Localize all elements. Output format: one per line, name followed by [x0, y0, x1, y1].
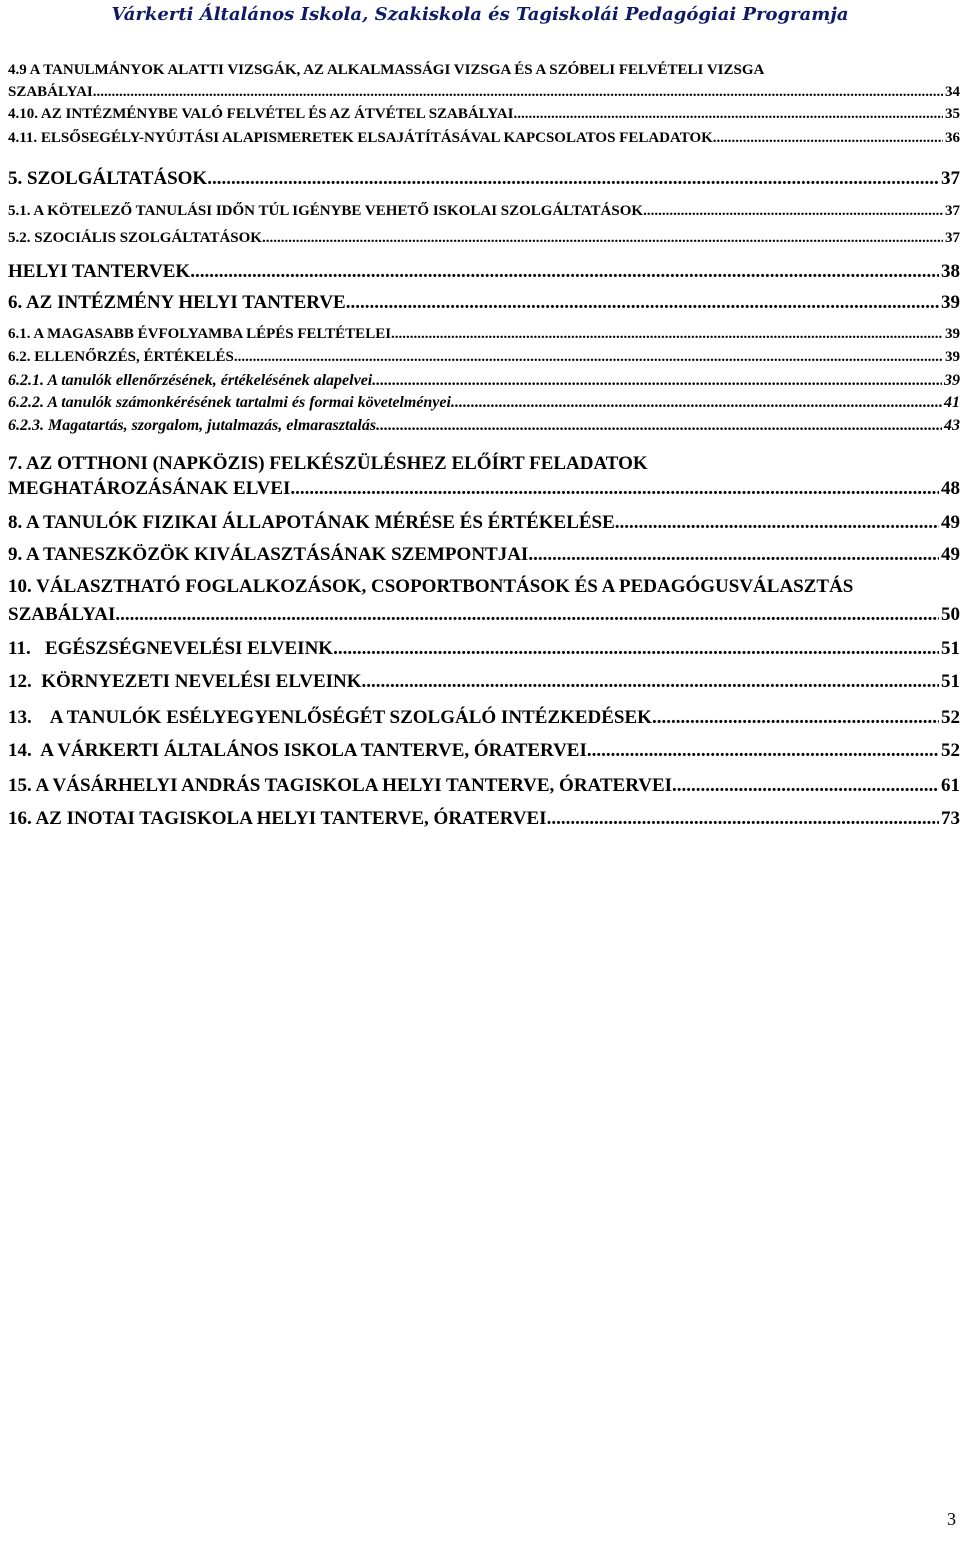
toc-page-number: 51 [941, 671, 960, 692]
toc-entry-label: 13. A TANULÓK ESÉLYEGYENLŐSÉGÉT SZOLGÁLÓ INTÉZKEDÉSEK [8, 707, 652, 728]
toc-page-number: 38 [941, 261, 960, 282]
toc-page-number: 39 [945, 349, 960, 365]
toc-entry[interactable] [8, 638, 960, 671]
toc-page-number: 51 [941, 638, 960, 659]
table-of-contents [8, 62, 960, 841]
toc-page-number: 39 [945, 326, 960, 342]
toc-entry-label: 6.2. ELLENŐRZÉS, ÉRTÉKELÉS [8, 349, 234, 365]
toc-entry-label: 4.10. AZ INTÉZMÉNYBE VALÓ FELVÉTEL ÉS AZ ÁTVÉTEL SZABÁLYAI [8, 106, 514, 122]
toc-page-number: 36 [945, 130, 960, 146]
toc-entry[interactable] [8, 106, 960, 130]
toc-leader-dots [376, 417, 942, 435]
toc-entry-label-line1: 10. VÁLASZTHATÓ FOGLALKOZÁSOK, CSOPORTBONTÁSOK ÉS A PEDAGÓGUSVÁLASZTÁS [8, 576, 854, 597]
toc-entry[interactable] [8, 372, 960, 394]
toc-entry[interactable] [8, 203, 960, 230]
toc-page-number: 39 [944, 372, 960, 389]
toc-leader-dots [713, 130, 943, 147]
toc-entry-label: HELYI TANTERVEK [8, 261, 191, 282]
toc-entry[interactable] [8, 417, 960, 453]
toc-entry[interactable] [8, 740, 960, 775]
toc-page-number: 48 [941, 478, 960, 499]
toc-leader-dots [290, 478, 939, 500]
toc-page-number: 49 [941, 512, 960, 533]
toc-entry[interactable] [8, 349, 960, 372]
toc-entry-label: MEGHATÁROZÁSÁNAK ELVEI [8, 478, 291, 499]
toc-entry-label: 5.2. SZOCIÁLIS SZOLGÁLTATÁSOK [8, 230, 262, 246]
toc-entry-label: 11. EGÉSZSÉGNEVELÉSI ELVEINK [8, 638, 334, 659]
toc-entry-label: 6.2.2. A tanulók számonkérésének tartalmi és formai követelményei [8, 394, 451, 411]
toc-page-number: 49 [941, 544, 960, 565]
toc-leader-dots [513, 106, 943, 123]
toc-entry[interactable] [8, 394, 960, 417]
toc-leader-dots [528, 544, 939, 566]
toc-leader-dots [391, 326, 943, 343]
toc-entry[interactable] [8, 130, 960, 168]
toc-entry[interactable] [8, 576, 960, 638]
toc-page-number: 52 [941, 740, 960, 761]
page-number: 3 [947, 1509, 956, 1529]
toc-entry[interactable] [8, 512, 960, 544]
toc-leader-dots [190, 261, 939, 283]
toc-entry[interactable] [8, 671, 960, 707]
toc-page-number: 34 [945, 84, 960, 100]
toc-page-number: 41 [944, 394, 960, 411]
toc-page-number: 39 [941, 292, 960, 313]
toc-entry-label: 9. A TANESZKÖZÖK KIVÁLASZTÁSÁNAK SZEMPONTJAI [8, 544, 529, 565]
toc-leader-dots [615, 512, 939, 534]
toc-entry[interactable] [8, 261, 960, 292]
toc-page-number: 73 [941, 808, 960, 829]
toc-leader-dots [587, 740, 939, 762]
toc-page-number: 35 [945, 106, 960, 122]
toc-page-number: 37 [945, 203, 960, 219]
toc-page-number: 37 [941, 168, 960, 189]
toc-entry-label: 5. SZOLGÁLTATÁSOK [8, 168, 208, 189]
toc-entry-label: 14. A VÁRKERTI ÁLTALÁNOS ISKOLA TANTERVE, ÓRATERVEI [8, 740, 587, 761]
toc-page-number: 37 [945, 230, 960, 246]
toc-page-number: 43 [944, 417, 960, 434]
toc-entry-label: 6.2.3. Magatartás, szorgalom, jutalmazás, elmarasztalás [8, 417, 377, 434]
toc-entry-label: 5.1. A KÖTELEZŐ TANULÁSI IDŐN TÚL IGÉNYBE VEHETŐ ISKOLAI SZOLGÁLTATÁSOK [8, 203, 644, 219]
toc-entry[interactable] [8, 808, 960, 841]
toc-entry-label-line1: 7. AZ OTTHONI (NAPKÖZIS) FELKÉSZÜLÉSHEZ ELŐÍRT FELADATOK [8, 453, 648, 474]
toc-entry-label: 8. A TANULÓK FIZIKAI ÁLLAPOTÁNAK MÉRÉSE ÉS ÉRTÉKELÉSE [8, 512, 615, 533]
document-header: Várkerti Általános Iskola, Szakiskola és Tagiskolái Pedagógiai Programja [111, 4, 849, 25]
toc-entry-label: 12. KÖRNYEZETI NEVELÉSI ELVEINK [8, 671, 362, 692]
toc-leader-dots [333, 638, 939, 660]
toc-entry-label: 4.11. ELSŐSEGÉLY-NYÚJTÁSI ALAPISMERETEK ELSAJÁTÍTÁSÁVAL KAPCSOLATOS FELADATOK [8, 130, 713, 146]
toc-page-number: 50 [941, 604, 960, 625]
toc-entry[interactable] [8, 544, 960, 576]
toc-leader-dots [115, 604, 939, 626]
toc-entry-label: 15. A VÁSÁRHELYI ANDRÁS TAGISKOLA HELYI TANTERVE, ÓRATERVEI [8, 775, 673, 796]
toc-leader-dots [643, 203, 943, 220]
toc-entry[interactable] [8, 775, 960, 808]
toc-leader-dots [234, 349, 943, 366]
toc-entry-label: 6. AZ INTÉZMÉNY HELYI TANTERVE [8, 292, 346, 313]
toc-entry-label: 6.1. A MAGASABB ÉVFOLYAMBA LÉPÉS FELTÉTELEI [8, 326, 392, 342]
toc-entry[interactable] [8, 168, 960, 203]
toc-entry[interactable] [8, 707, 960, 740]
toc-leader-dots [262, 230, 943, 247]
toc-page-number: 61 [941, 775, 960, 796]
toc-entry-label: SZABÁLYAI [8, 84, 93, 100]
toc-entry-label: 6.2.1. A tanulók ellenőrzésének, értékelésének alapelvei [8, 372, 373, 389]
toc-leader-dots [93, 84, 943, 101]
toc-entry-label-line1: 4.9 A TANULMÁNYOK ALATTI VIZSGÁK, AZ ALKALMASSÁGI VIZSGA ÉS A SZÓBELI FELVÉTELI VIZSGA [8, 62, 765, 78]
toc-page-number: 52 [941, 707, 960, 728]
toc-entry[interactable] [8, 453, 960, 512]
toc-entry-label: 16. AZ INOTAI TAGISKOLA HELYI TANTERVE, ÓRATERVEI [8, 808, 547, 829]
toc-leader-dots [207, 168, 939, 190]
toc-entry[interactable] [8, 326, 960, 349]
toc-leader-dots [451, 394, 942, 412]
toc-entry-label: SZABÁLYAI [8, 604, 116, 625]
toc-leader-dots [362, 671, 939, 693]
toc-leader-dots [652, 707, 939, 729]
toc-entry[interactable] [8, 230, 960, 261]
toc-leader-dots [372, 372, 942, 390]
toc-leader-dots [547, 808, 939, 830]
toc-entry[interactable] [8, 292, 960, 326]
toc-entry[interactable] [8, 62, 960, 106]
toc-leader-dots [346, 292, 939, 314]
toc-leader-dots [672, 775, 939, 797]
